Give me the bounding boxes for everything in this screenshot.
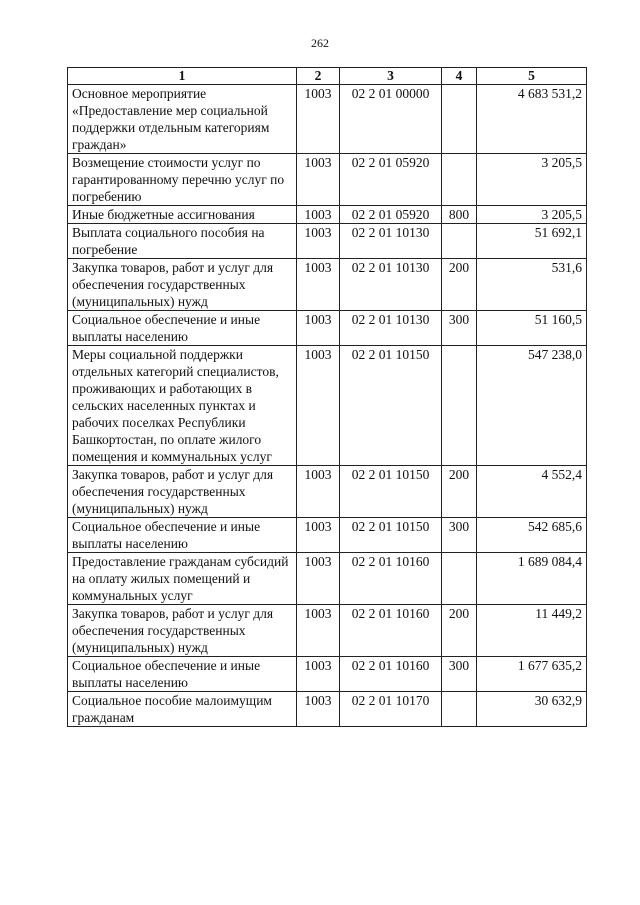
table-row — [68, 657, 587, 692]
row-vtype-cell: 200 — [442, 605, 477, 657]
table-row — [68, 259, 587, 311]
row-section-cell: 1003 — [297, 466, 340, 518]
table-row — [68, 692, 587, 727]
row-name-cell: Социальное обеспечение и иные выплаты населению — [68, 518, 297, 553]
row-target-cell: 02 2 01 05920 — [340, 206, 442, 224]
row-amount-cell: 11 449,2 — [477, 605, 587, 657]
table-row — [68, 346, 587, 466]
row-target-cell: 02 2 01 10160 — [340, 605, 442, 657]
row-name-cell: Возмещение стоимости услуг по гарантированному перечню услуг по погребению — [68, 154, 297, 206]
row-section-cell: 1003 — [297, 206, 340, 224]
row-target-cell: 02 2 01 10150 — [340, 518, 442, 553]
row-name-cell: Иные бюджетные ассигнования — [68, 206, 297, 224]
table-row — [68, 206, 587, 224]
table-row — [68, 154, 587, 206]
row-target-cell: 02 2 01 05920 — [340, 154, 442, 206]
row-section-cell: 1003 — [297, 346, 340, 466]
table-row — [68, 605, 587, 657]
row-vtype-cell: 200 — [442, 259, 477, 311]
row-amount-cell: 30 632,9 — [477, 692, 587, 727]
row-vtype-cell — [442, 346, 477, 466]
row-name-cell: Социальное обеспечение и иные выплаты населению — [68, 311, 297, 346]
column-header-3: 3 — [340, 68, 442, 85]
row-target-cell: 02 2 01 10130 — [340, 311, 442, 346]
row-target-cell: 02 2 01 10150 — [340, 466, 442, 518]
table-row — [68, 311, 587, 346]
row-target-cell: 02 2 01 10130 — [340, 259, 442, 311]
row-vtype-cell: 200 — [442, 466, 477, 518]
row-name-cell: Меры социальной поддержки отдельных категорий специалистов, проживающих и работающих в сельских населенных пунктах и рабочих поселках Республики Башкортостан, по оплате жилого помещения и коммунальных услуг — [68, 346, 297, 466]
row-section-cell: 1003 — [297, 224, 340, 259]
column-header-1: 1 — [68, 68, 297, 85]
table-row — [68, 224, 587, 259]
column-header-5: 5 — [477, 68, 587, 85]
row-section-cell: 1003 — [297, 85, 340, 154]
row-amount-cell: 4 683 531,2 — [477, 85, 587, 154]
row-vtype-cell — [442, 85, 477, 154]
row-vtype-cell: 300 — [442, 657, 477, 692]
row-section-cell: 1003 — [297, 311, 340, 346]
row-vtype-cell: 800 — [442, 206, 477, 224]
row-section-cell: 1003 — [297, 259, 340, 311]
row-amount-cell: 547 238,0 — [477, 346, 587, 466]
row-name-cell: Закупка товаров, работ и услуг для обеспечения государственных (муниципальных) нужд — [68, 466, 297, 518]
row-target-cell: 02 2 01 10150 — [340, 346, 442, 466]
row-amount-cell: 531,6 — [477, 259, 587, 311]
row-target-cell: 02 2 01 10160 — [340, 553, 442, 605]
row-name-cell: Социальное пособие малоимущим гражданам — [68, 692, 297, 727]
row-target-cell: 02 2 01 10130 — [340, 224, 442, 259]
row-vtype-cell: 300 — [442, 311, 477, 346]
row-target-cell: 02 2 01 10160 — [340, 657, 442, 692]
row-vtype-cell — [442, 692, 477, 727]
row-amount-cell: 3 205,5 — [477, 154, 587, 206]
row-amount-cell: 51 160,5 — [477, 311, 587, 346]
row-section-cell: 1003 — [297, 154, 340, 206]
row-target-cell: 02 2 01 10170 — [340, 692, 442, 727]
row-amount-cell: 1 677 635,2 — [477, 657, 587, 692]
column-header-4: 4 — [442, 68, 477, 85]
row-name-cell: Закупка товаров, работ и услуг для обеспечения государственных (муниципальных) нужд — [68, 605, 297, 657]
table-row — [68, 466, 587, 518]
row-section-cell: 1003 — [297, 657, 340, 692]
row-vtype-cell — [442, 224, 477, 259]
budget-table — [67, 67, 587, 727]
row-amount-cell: 542 685,6 — [477, 518, 587, 553]
row-amount-cell: 4 552,4 — [477, 466, 587, 518]
row-name-cell: Закупка товаров, работ и услуг для обеспечения государственных (муниципальных) нужд — [68, 259, 297, 311]
header-row — [68, 68, 587, 85]
table-body — [68, 85, 587, 727]
page-number: 262 — [311, 36, 329, 50]
row-section-cell: 1003 — [297, 692, 340, 727]
column-header-2: 2 — [297, 68, 340, 85]
row-vtype-cell: 300 — [442, 518, 477, 553]
row-name-cell: Социальное обеспечение и иные выплаты населению — [68, 657, 297, 692]
row-amount-cell: 3 205,5 — [477, 206, 587, 224]
row-section-cell: 1003 — [297, 605, 340, 657]
row-name-cell: Предоставление гражданам субсидий на оплату жилых помещений и коммунальных услуг — [68, 553, 297, 605]
table-row — [68, 553, 587, 605]
row-name-cell: Выплата социального пособия на погребение — [68, 224, 297, 259]
row-vtype-cell — [442, 154, 477, 206]
table-row — [68, 518, 587, 553]
row-amount-cell: 1 689 084,4 — [477, 553, 587, 605]
table-header — [68, 68, 587, 85]
table-row — [68, 85, 587, 154]
row-section-cell: 1003 — [297, 518, 340, 553]
row-section-cell: 1003 — [297, 553, 340, 605]
row-amount-cell: 51 692,1 — [477, 224, 587, 259]
row-target-cell: 02 2 01 00000 — [340, 85, 442, 154]
row-name-cell: Основное мероприятие «Предоставление мер социальной поддержки отдельным категориям граждан» — [68, 85, 297, 154]
row-vtype-cell — [442, 553, 477, 605]
